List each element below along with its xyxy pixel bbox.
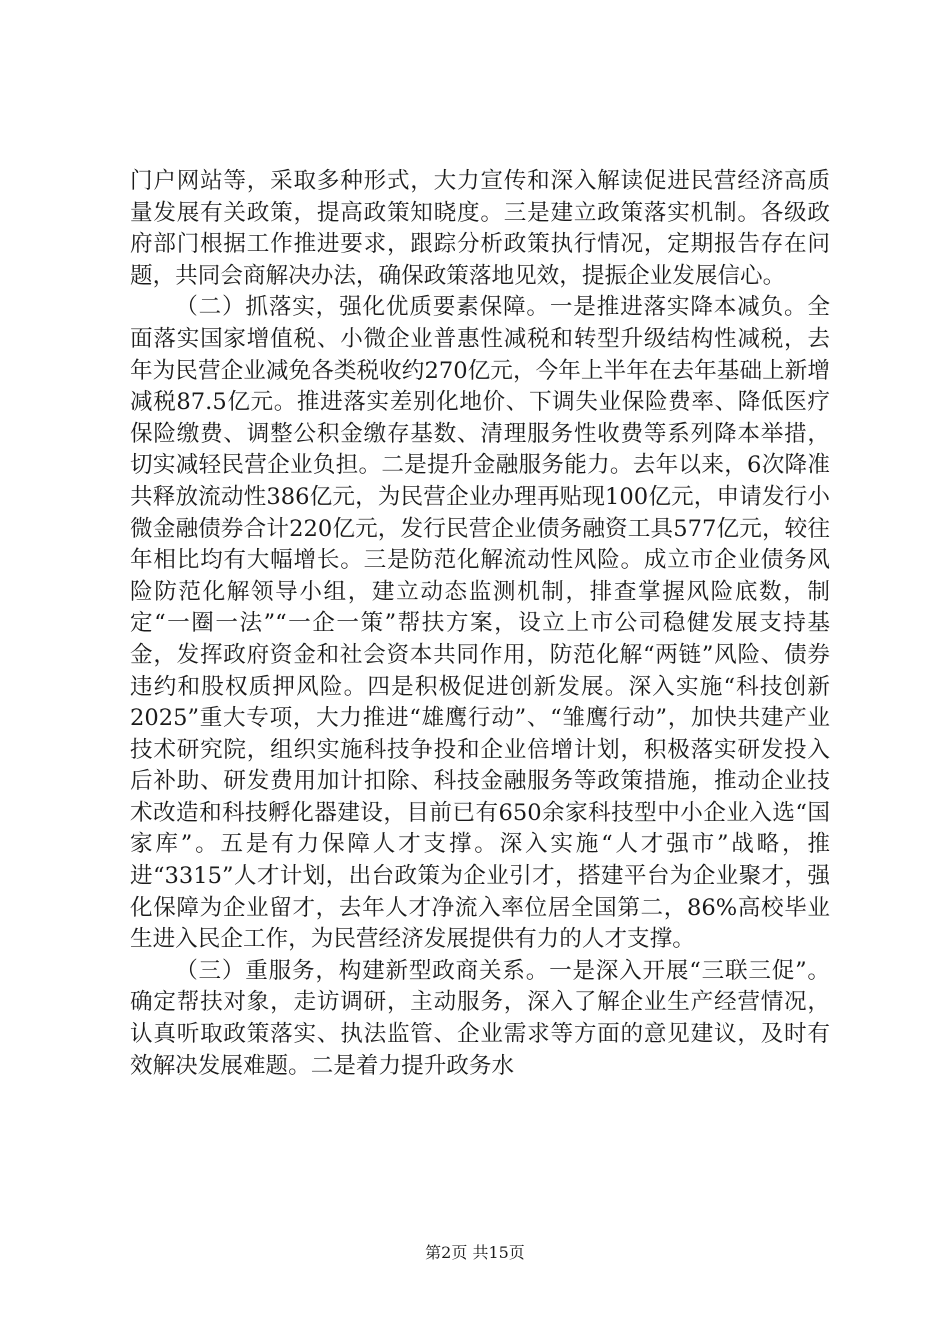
paragraph-2: （二）抓落实，强化优质要素保障。一是推进落实降本减负。全面落实国家增值税、小微企业普惠性减税和转型升级结构性减税，去年为民营企业减免各类税收约270亿元，今年上半年在去年基础上新增减税87.5亿元。推进落实差别化地价、下调失业保险费率、降低医疗保险缴费、调整公积金缴存基数、清理服务性收费等系列降本举措，切实减轻民营企业负担。二是提升金融服务能力。去年以来，6次降准共释放流动性386亿元，为民营企业办理再贴现100亿元，申请发行小微金融债券合计220亿元，发行民营企业债务融资工具577亿元，较往年相比均有大幅增长。三是防范化解流动性风险。成立市企业债务风险防范化解领导小组，建立动态监测机制，排查掌握风险底数，制定“一圈一法”“一企一策”帮扶方案，设立上市公司稳健发展支持基金，发挥政府资金和社会资本共同作用，防范化解“两链”风险、债券违约和股权质押风险。四是积极促进创新发展。深入实施“科技创新2025”重大专项，大力推进“雄鹰行动”、“雏鹰行动”，加快共建产业技术研究院，组织实施科技争投和企业倍增计划，积极落实研发投入后补助、研发费用加计扣除、科技金融服务等政策措施，推动企业技术改造和科技孵化器建设，目前已有650余家科技型中小企业入选“国家库”。五是有力保障人才支撑。深入实施“人才强市”战略，推进“3315”人才计划，出台政策为企业引才，搭建平台为企业聚才，强化保障为企业留才，去年人才净流入率位居全国第二，86%高校毕业生进入民企工作，为民营经济发展提供有力的人才支撑。 [130, 294, 830, 953]
page-footer: 第2页 共15页 [425, 1243, 525, 1262]
paragraph-3: （三）重服务，构建新型政商关系。一是深入开展“三联三促”。确定帮扶对象，走访调研，主动服务，深入了解企业生产经营情况，认真听取政策落实、执法监管、企业需求等方面的意见建议，及时有效解决发展难题。二是着力提升政务水 [130, 957, 830, 1079]
paragraph-1: 门户网站等，采取多种形式，大力宣传和深入解读促进民营经济高质量发展有关政策，提高政策知晓度。三是建立政策落实机制。各级政府部门根据工作推进要求，跟踪分析政策执行情况，定期报告存在问题，共同会商解决办法，确保政策落地见效，提振企业发展信心。 [130, 168, 830, 289]
document-body [130, 166, 830, 1082]
